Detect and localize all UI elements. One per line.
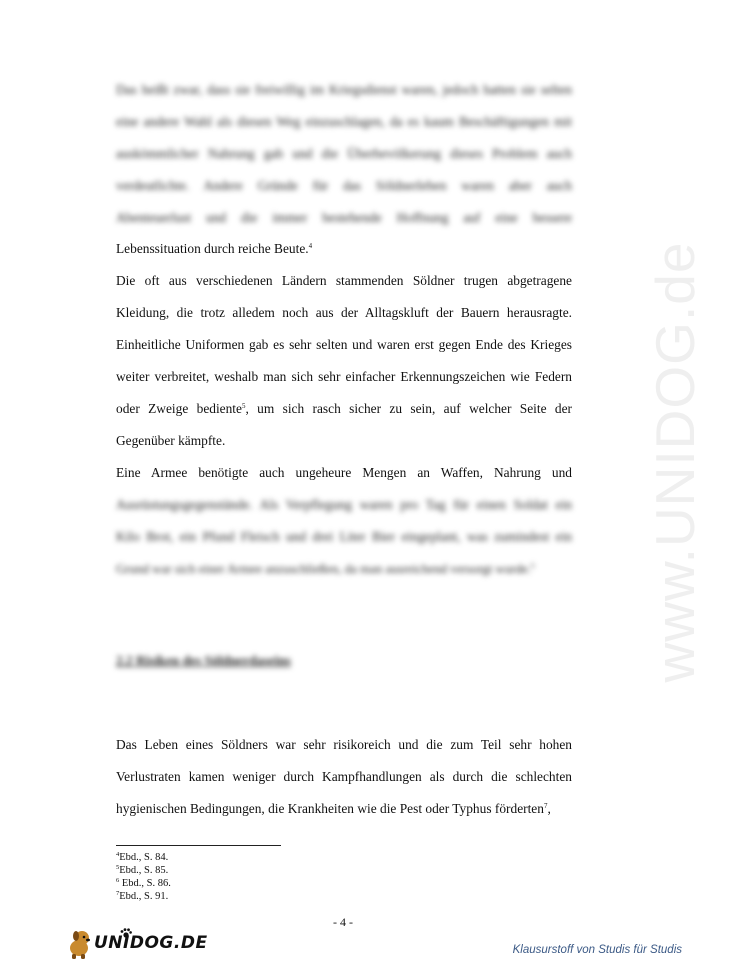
text-line: Das Leben eines Söldners war sehr risikoreich und die zum Teil sehr hohen <box>116 737 572 752</box>
line-text: , <box>547 801 551 816</box>
blurred-text-line: Ausrüstungsgegenstände. Als Verpflegung waren pro Tag für einen Soldat ein <box>116 497 572 512</box>
blurred-text-line: verdeutlichte. Andere Gründe für das Söldnerleben waren aber auch <box>116 178 572 193</box>
blurred-text-line <box>116 561 572 577</box>
footnote-text: Ebd., S. 85. <box>119 865 169 876</box>
footnote-number: 4 <box>116 851 120 858</box>
footnote <box>116 891 168 903</box>
page-number: - 4 - <box>333 915 353 929</box>
blurred-text-line: auskömmlicher Nahrung gab und die Überbevölkerung dieses Problem auch <box>116 146 572 161</box>
footnote-divider <box>116 845 281 846</box>
blurred-text-line: Kilo Brot, ein Pfund Fleisch und drei Liter Bier eingeplant, was zumindest ein <box>116 529 572 544</box>
line-text: oder Zweige bediente <box>116 401 242 416</box>
footnote-text: Ebd., S. 84. <box>119 852 169 863</box>
footnote-number: 7 <box>116 890 120 897</box>
footnote-text: Ebd., S. 91. <box>119 891 169 902</box>
text-line: Kleidung, die trotz alledem noch aus der Alltagskluft der Bauern herausragte. <box>116 305 572 320</box>
text-line <box>116 241 572 257</box>
footnote-ref: 6 <box>530 562 535 570</box>
blurred-text-line: Das heißt zwar, dass sie freiwillig im Kriegsdienst waren, jedoch hatten sie selten <box>116 82 572 97</box>
footnote-text: Ebd., S. 86. <box>119 878 171 889</box>
footnote-ref: 4 <box>308 242 313 250</box>
line-text: Grund war sich einer Armee anzuschließen, da man ausreichend versorgt wurde. <box>116 562 531 576</box>
text-line: Gegenüber kämpfte. <box>116 433 226 448</box>
text-line <box>116 801 572 817</box>
unidog-logo[interactable] <box>66 928 208 960</box>
section-heading: 2.2 Risiken des Söldnerdaseins <box>116 653 291 668</box>
footnote-ref: 7 <box>543 802 548 810</box>
text-line: Einheitliche Uniformen gab es sehr selten und waren erst gegen Ende des Krieges <box>116 337 572 352</box>
footnote-number: 5 <box>116 864 120 871</box>
blurred-text-line: eine andere Wahl als diesen Weg einzuschlagen, da es kaum Beschäftigungen mit <box>116 114 572 129</box>
text-line: Verlustraten kamen weniger durch Kampfhandlungen als durch die schlechten <box>116 769 572 784</box>
footnote-ref: 5 <box>241 402 246 410</box>
text-line: Eine Armee benötigte auch ungeheure Mengen an Waffen, Nahrung und <box>116 465 572 480</box>
line-text: hygienischen Bedingungen, die Krankheiten wie die Pest oder Typhus förderten <box>116 801 544 816</box>
logo-text: UNIDOG.DE <box>94 933 208 953</box>
footnote <box>116 865 168 877</box>
footnote-number: 6 <box>116 877 120 884</box>
text-line: Die oft aus verschiedenen Ländern stammenden Söldner trugen abgetragene <box>116 273 572 288</box>
line-text: Lebenssituation durch reiche Beute. <box>116 241 309 256</box>
text-line: weiter verbreitet, weshalb man sich sehr einfacher Erkennungszeichen wie Federn <box>116 369 572 384</box>
watermark: www.UNIDOG.de <box>644 241 706 683</box>
tagline: Klausurstoff von Studis für Studis <box>512 944 682 956</box>
line-text: , um sich rasch sicher zu sein, auf welcher Seite der <box>245 401 573 416</box>
footnote <box>116 852 168 864</box>
footnote <box>116 878 171 890</box>
blurred-text-line: Abenteuerlust und die immer bestehende Hoffnung auf eine bessere <box>116 210 572 225</box>
text-line <box>116 401 572 417</box>
